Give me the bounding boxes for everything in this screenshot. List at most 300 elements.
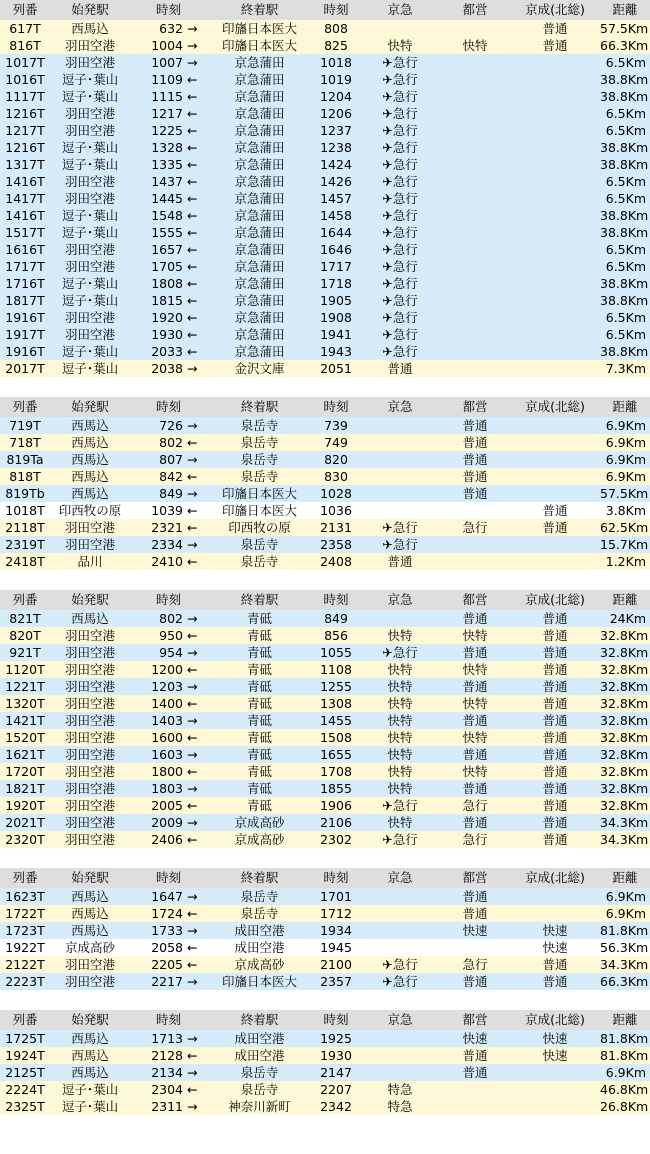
train-number-cell: 1717T — [0, 258, 50, 275]
departure-time-cell: 2058 — [130, 939, 185, 956]
train-number-cell: 816T — [0, 37, 50, 54]
train-number-cell: 1616T — [0, 241, 50, 258]
departure-time-cell: 2311 — [130, 1098, 185, 1115]
terminal-time-cell: 2100 — [312, 956, 360, 973]
terminal-time-cell: 1255 — [312, 678, 360, 695]
table-row — [0, 122, 650, 139]
toei-service-cell: 普通 — [440, 485, 510, 502]
column-header: 都営 — [440, 868, 510, 888]
terminal-time-cell: 830 — [312, 468, 360, 485]
direction-arrow-cell: ← — [185, 956, 207, 973]
terminal-time-cell: 739 — [312, 417, 360, 434]
departure-time-cell: 1203 — [130, 678, 185, 695]
destination-station-cell: 泉岳寺 — [207, 905, 312, 922]
departure-time-cell: 802 — [130, 434, 185, 451]
departure-time-cell: 2009 — [130, 814, 185, 831]
keisei-service-cell — [510, 888, 600, 905]
keikyu-service-cell — [360, 451, 440, 468]
departure-time-cell: 1548 — [130, 207, 185, 224]
distance-cell: 38.8Km — [600, 208, 649, 223]
departure-time-cell: 2205 — [130, 956, 185, 973]
distance-cell: 32.8Km — [600, 747, 649, 762]
keikyu-service-cell: 普通 — [360, 360, 440, 377]
terminal-time-cell: 1905 — [312, 292, 360, 309]
column-header: 列番 — [0, 1010, 50, 1030]
header-row — [0, 0, 650, 20]
direction-arrow-cell: ← — [185, 224, 207, 241]
column-header: 距離 — [600, 1010, 650, 1030]
distance-cell: 38.8Km — [600, 225, 649, 240]
keisei-service-cell: 普通 — [510, 678, 600, 695]
keisei-service-cell: 普通 — [510, 695, 600, 712]
train-number-cell: 2418T — [0, 553, 50, 570]
origin-station-cell: 品川 — [50, 553, 130, 570]
keikyu-service-cell: ✈急行 — [360, 241, 440, 258]
terminal-time-cell: 1457 — [312, 190, 360, 207]
keisei-service-cell — [510, 71, 600, 88]
origin-station-cell: 西馬込 — [50, 451, 130, 468]
direction-arrow-cell: → — [185, 451, 207, 468]
direction-arrow-cell: ← — [185, 468, 207, 485]
destination-station-cell: 京成高砂 — [207, 956, 312, 973]
destination-station-cell: 京急蒲田 — [207, 275, 312, 292]
train-number-cell: 1520T — [0, 729, 50, 746]
column-header: 距離 — [600, 0, 650, 20]
departure-time-cell: 1600 — [130, 729, 185, 746]
table-row — [0, 275, 650, 292]
destination-station-cell: 印旛日本医大 — [207, 502, 312, 519]
keikyu-service-cell: 快特 — [360, 627, 440, 644]
terminal-time-cell: 1943 — [312, 343, 360, 360]
distance-cell: 3.8Km — [600, 502, 650, 519]
train-number-cell: 1217T — [0, 122, 50, 139]
departure-time-cell: 1007 — [130, 54, 185, 71]
terminal-time-cell: 856 — [312, 627, 360, 644]
column-header: 京急 — [360, 590, 440, 610]
toei-service-cell — [440, 71, 510, 88]
direction-arrow-cell: ← — [185, 88, 207, 105]
toei-service-cell: 普通 — [440, 746, 510, 763]
destination-station-cell: 泉岳寺 — [207, 888, 312, 905]
keikyu-service-cell: ✈急行 — [360, 797, 440, 814]
origin-station-cell: 西馬込 — [50, 1030, 130, 1047]
destination-station-cell: 泉岳寺 — [207, 434, 312, 451]
keisei-service-cell: 普通 — [510, 973, 600, 990]
toei-service-cell — [440, 502, 510, 519]
table-spacer — [0, 377, 650, 397]
departure-time-cell: 950 — [130, 627, 185, 644]
departure-time-cell: 802 — [130, 610, 185, 627]
keikyu-service-cell — [360, 905, 440, 922]
origin-station-cell: 羽田空港 — [50, 763, 130, 780]
keisei-service-cell: 快速 — [510, 939, 600, 956]
toei-service-cell — [440, 241, 510, 258]
terminal-time-cell: 820 — [312, 451, 360, 468]
table-row — [0, 763, 650, 780]
terminal-time-cell: 1206 — [312, 105, 360, 122]
departure-time-cell: 1403 — [130, 712, 185, 729]
destination-station-cell: 泉岳寺 — [207, 1081, 312, 1098]
origin-station-cell: 羽田空港 — [50, 956, 130, 973]
toei-service-cell — [440, 156, 510, 173]
origin-station-cell: 羽田空港 — [50, 831, 130, 848]
departure-time-cell: 2410 — [130, 553, 185, 570]
toei-service-cell — [440, 190, 510, 207]
direction-arrow-cell: ← — [185, 156, 207, 173]
distance-cell: 81.8Km — [600, 923, 649, 938]
keikyu-service-cell — [360, 1047, 440, 1064]
train-number-cell: 820T — [0, 627, 50, 644]
destination-station-cell: 印旛日本医大 — [207, 20, 312, 37]
column-header: 列番 — [0, 590, 50, 610]
toei-service-cell — [440, 275, 510, 292]
origin-station-cell: 西馬込 — [50, 485, 130, 502]
column-header: 列番 — [0, 397, 50, 417]
distance-cell: 81.8Km — [600, 1048, 649, 1063]
keikyu-service-cell: 快特 — [360, 695, 440, 712]
direction-arrow-cell: ← — [185, 831, 207, 848]
direction-arrow-cell: → — [185, 360, 207, 377]
table-row — [0, 712, 650, 729]
train-number-cell: 1920T — [0, 797, 50, 814]
terminal-time-cell: 2357 — [312, 973, 360, 990]
departure-time-cell: 2334 — [130, 536, 185, 553]
toei-service-cell — [440, 360, 510, 377]
origin-station-cell: 逗子･葉山 — [50, 292, 130, 309]
departure-time-cell: 1705 — [130, 258, 185, 275]
destination-station-cell: 京急蒲田 — [207, 122, 312, 139]
table-row — [0, 922, 650, 939]
keisei-service-cell — [510, 536, 600, 553]
destination-station-cell: 京急蒲田 — [207, 224, 312, 241]
toei-service-cell: 普通 — [440, 678, 510, 695]
departure-time-cell: 1109 — [130, 71, 185, 88]
toei-service-cell: 普通 — [440, 610, 510, 627]
timetable-section — [0, 590, 650, 848]
destination-station-cell: 印旛日本医大 — [207, 485, 312, 502]
keisei-service-cell — [510, 451, 600, 468]
keikyu-service-cell: ✈急行 — [360, 831, 440, 848]
toei-service-cell: 快速 — [440, 922, 510, 939]
distance-cell: 38.8Km — [600, 276, 649, 291]
distance-cell: 38.8Km — [600, 89, 649, 104]
direction-arrow-cell: ← — [185, 1047, 207, 1064]
timetable-section — [0, 397, 650, 570]
destination-station-cell: 成田空港 — [207, 1047, 312, 1064]
train-number-cell: 1916T — [0, 343, 50, 360]
train-number-cell: 1421T — [0, 712, 50, 729]
keisei-service-cell — [510, 553, 600, 570]
origin-station-cell: 羽田空港 — [50, 973, 130, 990]
table-row — [0, 156, 650, 173]
table-row — [0, 190, 650, 207]
direction-arrow-cell: → — [185, 814, 207, 831]
column-header: 時刻 — [130, 1010, 207, 1030]
terminal-time-cell: 1708 — [312, 763, 360, 780]
keikyu-service-cell: ✈急行 — [360, 224, 440, 241]
terminal-time-cell: 1508 — [312, 729, 360, 746]
departure-time-cell: 1800 — [130, 763, 185, 780]
train-number-cell: 1416T — [0, 207, 50, 224]
train-number-cell: 719T — [0, 417, 50, 434]
train-number-cell: 1720T — [0, 763, 50, 780]
direction-arrow-cell: ← — [185, 122, 207, 139]
distance-cell: 32.8Km — [600, 764, 649, 779]
destination-station-cell: 京急蒲田 — [207, 326, 312, 343]
toei-service-cell: 普通 — [440, 451, 510, 468]
distance-cell: 34.3Km — [600, 815, 649, 830]
keikyu-service-cell — [360, 468, 440, 485]
origin-station-cell: 逗子･葉山 — [50, 360, 130, 377]
terminal-time-cell: 808 — [312, 20, 360, 37]
destination-station-cell: 青砥 — [207, 763, 312, 780]
keisei-service-cell: 普通 — [510, 661, 600, 678]
origin-station-cell: 西馬込 — [50, 610, 130, 627]
direction-arrow-cell: ← — [185, 519, 207, 536]
header-row — [0, 1010, 650, 1030]
destination-station-cell: 青砥 — [207, 610, 312, 627]
origin-station-cell: 西馬込 — [50, 20, 130, 37]
destination-station-cell: 京急蒲田 — [207, 173, 312, 190]
train-number-cell: 1924T — [0, 1047, 50, 1064]
direction-arrow-cell: ← — [185, 326, 207, 343]
origin-station-cell: 西馬込 — [50, 888, 130, 905]
header-row — [0, 868, 650, 888]
keisei-service-cell: 普通 — [510, 610, 600, 627]
table-row — [0, 309, 650, 326]
origin-station-cell: 西馬込 — [50, 905, 130, 922]
keikyu-service-cell: 快特 — [360, 814, 440, 831]
toei-service-cell: 急行 — [440, 797, 510, 814]
toei-service-cell — [440, 536, 510, 553]
departure-time-cell: 632 — [130, 20, 185, 37]
direction-arrow-cell: ← — [185, 190, 207, 207]
origin-station-cell: 羽田空港 — [50, 258, 130, 275]
destination-station-cell: 青砥 — [207, 746, 312, 763]
direction-arrow-cell: ← — [185, 139, 207, 156]
keisei-service-cell: 普通 — [510, 831, 600, 848]
table-row — [0, 451, 650, 468]
keisei-service-cell — [510, 468, 600, 485]
train-number-cell: 2122T — [0, 956, 50, 973]
direction-arrow-cell: ← — [185, 241, 207, 258]
table-row — [0, 343, 650, 360]
train-number-cell: 819Ta — [0, 451, 50, 468]
train-number-cell: 1017T — [0, 54, 50, 71]
keisei-service-cell: 普通 — [510, 712, 600, 729]
train-number-cell: 1416T — [0, 173, 50, 190]
origin-station-cell: 西馬込 — [50, 434, 130, 451]
origin-station-cell: 西馬込 — [50, 922, 130, 939]
departure-time-cell: 1647 — [130, 888, 185, 905]
table-row — [0, 729, 650, 746]
terminal-time-cell: 1426 — [312, 173, 360, 190]
table-row — [0, 1081, 650, 1098]
distance-cell: 6.5Km — [600, 173, 650, 190]
toei-service-cell — [440, 939, 510, 956]
column-header: 始発駅 — [50, 1010, 130, 1030]
keisei-service-cell — [510, 292, 600, 309]
toei-service-cell — [440, 88, 510, 105]
destination-station-cell: 京急蒲田 — [207, 71, 312, 88]
distance-cell: 6.5Km — [600, 326, 650, 343]
distance-cell: 24Km — [600, 610, 650, 627]
keisei-service-cell: 普通 — [510, 956, 600, 973]
header-row — [0, 590, 650, 610]
terminal-time-cell: 1108 — [312, 661, 360, 678]
keisei-service-cell: 普通 — [510, 763, 600, 780]
train-number-cell: 2021T — [0, 814, 50, 831]
terminal-time-cell: 2106 — [312, 814, 360, 831]
distance-cell: 6.9Km — [600, 1064, 650, 1081]
departure-time-cell: 2134 — [130, 1064, 185, 1081]
toei-service-cell — [440, 105, 510, 122]
train-number-cell: 1320T — [0, 695, 50, 712]
keisei-service-cell: 快速 — [510, 1047, 600, 1064]
destination-station-cell: 京急蒲田 — [207, 258, 312, 275]
distance-cell: 32.8Km — [600, 781, 649, 796]
table-row — [0, 105, 650, 122]
table-row — [0, 71, 650, 88]
table-row — [0, 20, 650, 37]
table-row — [0, 1098, 650, 1115]
departure-time-cell: 1930 — [130, 326, 185, 343]
table-row — [0, 207, 650, 224]
toei-service-cell — [440, 326, 510, 343]
terminal-time-cell: 1646 — [312, 241, 360, 258]
destination-station-cell: 京急蒲田 — [207, 241, 312, 258]
train-number-cell: 2125T — [0, 1064, 50, 1081]
table-row — [0, 173, 650, 190]
train-number-cell: 1417T — [0, 190, 50, 207]
keisei-service-cell — [510, 1064, 600, 1081]
train-number-cell: 1725T — [0, 1030, 50, 1047]
distance-cell: 6.9Km — [600, 451, 650, 468]
departure-time-cell: 2033 — [130, 343, 185, 360]
departure-time-cell: 1808 — [130, 275, 185, 292]
origin-station-cell: 羽田空港 — [50, 814, 130, 831]
destination-station-cell: 青砥 — [207, 780, 312, 797]
departure-time-cell: 849 — [130, 485, 185, 502]
column-header: 京成(北総) — [510, 590, 600, 610]
destination-station-cell: 印西牧の原 — [207, 519, 312, 536]
train-number-cell: 1716T — [0, 275, 50, 292]
column-header: 京急 — [360, 1010, 440, 1030]
keisei-service-cell — [510, 207, 600, 224]
train-number-cell: 1723T — [0, 922, 50, 939]
keikyu-service-cell: ✈急行 — [360, 343, 440, 360]
direction-arrow-cell: ← — [185, 797, 207, 814]
column-header: 時刻 — [130, 0, 207, 20]
destination-station-cell: 青砥 — [207, 661, 312, 678]
terminal-time-cell: 2051 — [312, 360, 360, 377]
direction-arrow-cell: ← — [185, 207, 207, 224]
toei-service-cell: 普通 — [440, 780, 510, 797]
keikyu-service-cell: ✈急行 — [360, 536, 440, 553]
distance-cell: 56.3Km — [600, 940, 649, 955]
toei-service-cell: 普通 — [440, 417, 510, 434]
direction-arrow-cell: → — [185, 678, 207, 695]
keisei-service-cell — [510, 241, 600, 258]
train-number-cell: 718T — [0, 434, 50, 451]
keisei-service-cell: 普通 — [510, 814, 600, 831]
distance-cell: 38.8Km — [600, 293, 649, 308]
table-row — [0, 485, 650, 502]
keisei-service-cell: 普通 — [510, 37, 600, 54]
terminal-time-cell: 1908 — [312, 309, 360, 326]
toei-service-cell: 普通 — [440, 644, 510, 661]
direction-arrow-cell: → — [185, 417, 207, 434]
destination-station-cell: 青砥 — [207, 678, 312, 695]
toei-service-cell — [440, 292, 510, 309]
distance-cell: 6.5Km — [600, 122, 650, 139]
keikyu-service-cell: ✈急行 — [360, 258, 440, 275]
distance-cell: 7.3Km — [600, 360, 650, 377]
train-number-cell: 1821T — [0, 780, 50, 797]
column-header: 京急 — [360, 868, 440, 888]
terminal-time-cell: 1424 — [312, 156, 360, 173]
train-number-cell: 1817T — [0, 292, 50, 309]
keisei-service-cell — [510, 275, 600, 292]
table-row — [0, 939, 650, 956]
origin-station-cell: 羽田空港 — [50, 54, 130, 71]
toei-service-cell — [440, 122, 510, 139]
direction-arrow-cell: → — [185, 1098, 207, 1115]
column-header: 時刻 — [312, 590, 360, 610]
keikyu-service-cell — [360, 502, 440, 519]
direction-arrow-cell: → — [185, 922, 207, 939]
departure-time-cell: 1713 — [130, 1030, 185, 1047]
table-row — [0, 417, 650, 434]
table-row — [0, 1030, 650, 1047]
terminal-time-cell: 1712 — [312, 905, 360, 922]
origin-station-cell: 羽田空港 — [50, 519, 130, 536]
origin-station-cell: 羽田空港 — [50, 797, 130, 814]
terminal-time-cell: 1019 — [312, 71, 360, 88]
direction-arrow-cell: → — [185, 610, 207, 627]
table-row — [0, 888, 650, 905]
column-header: 時刻 — [312, 868, 360, 888]
table-row — [0, 54, 650, 71]
column-header: 距離 — [600, 868, 650, 888]
table-row — [0, 678, 650, 695]
keisei-service-cell — [510, 156, 600, 173]
distance-cell: 34.3Km — [600, 832, 649, 847]
destination-station-cell: 京急蒲田 — [207, 54, 312, 71]
timetable-section — [0, 1010, 650, 1115]
keikyu-service-cell: ✈急行 — [360, 156, 440, 173]
direction-arrow-cell: → — [185, 1064, 207, 1081]
direction-arrow-cell: → — [185, 536, 207, 553]
toei-service-cell — [440, 207, 510, 224]
table-row — [0, 360, 650, 377]
destination-station-cell: 泉岳寺 — [207, 468, 312, 485]
direction-arrow-cell: ← — [185, 1081, 207, 1098]
keisei-service-cell — [510, 417, 600, 434]
origin-station-cell: 羽田空港 — [50, 746, 130, 763]
keikyu-service-cell — [360, 417, 440, 434]
direction-arrow-cell: → — [185, 1030, 207, 1047]
distance-cell: 32.8Km — [600, 798, 649, 813]
column-header: 京成(北総) — [510, 868, 600, 888]
toei-service-cell: 急行 — [440, 956, 510, 973]
keikyu-service-cell: 快特 — [360, 712, 440, 729]
keisei-service-cell — [510, 224, 600, 241]
direction-arrow-cell: ← — [185, 105, 207, 122]
train-number-cell: 1221T — [0, 678, 50, 695]
origin-station-cell: 逗子･葉山 — [50, 207, 130, 224]
column-header: 京急 — [360, 397, 440, 417]
